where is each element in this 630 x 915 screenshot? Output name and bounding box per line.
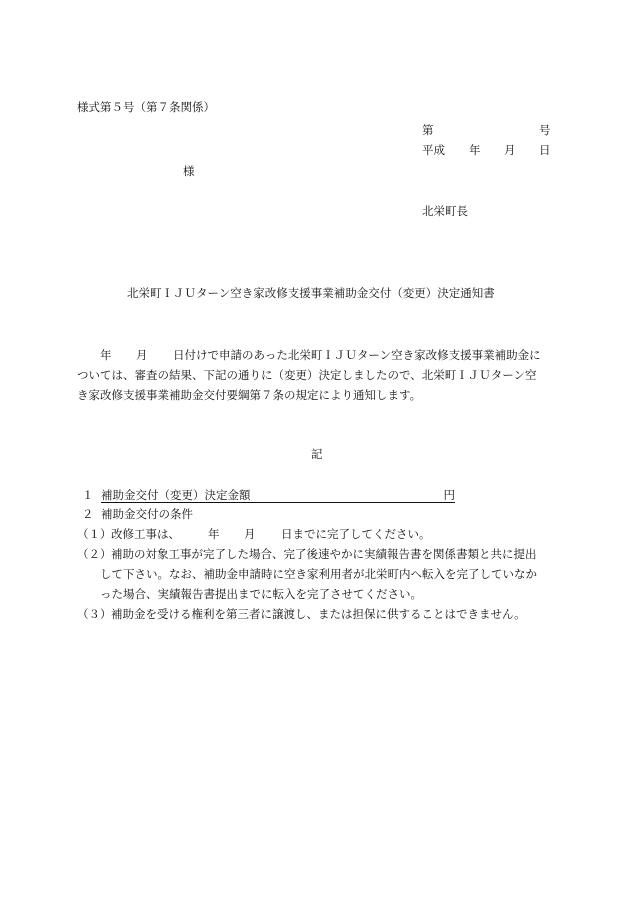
body-line-1: 日付けで申請のあった北栄町ＩＪＵターン空き家改修支援事業補助金に bbox=[173, 348, 541, 362]
date-month: 月 bbox=[504, 143, 516, 157]
condition-1-number: （１） bbox=[77, 527, 112, 541]
item-2-label: 補助金交付の条件 bbox=[101, 507, 193, 521]
condition-1-text-a: 改修工事は、 bbox=[111, 527, 180, 541]
addressee-suffix: 様 bbox=[183, 164, 195, 178]
document-number-suffix: 号 bbox=[539, 123, 551, 137]
document-title: 北栄町ＩＪＵターン空き家改修支援事業補助金交付（変更）決定通知書 bbox=[127, 286, 495, 300]
item-1-amount-line bbox=[101, 488, 455, 503]
body-line-2: ついては、審査の結果、下記の通りに（変更）決定しましたので、北栄町ＩＪＵターン空 bbox=[77, 368, 537, 382]
item-2-number: ２ bbox=[82, 507, 94, 521]
item-1-label: 補助金交付（変更）決定金額 bbox=[101, 488, 251, 502]
date-day: 日 bbox=[539, 143, 551, 157]
issuer: 北栄町長 bbox=[422, 204, 468, 218]
condition-3-number: （３） bbox=[77, 607, 112, 621]
condition-2-number: （２） bbox=[77, 547, 112, 561]
item-1-unit: 円 bbox=[443, 488, 455, 502]
body-line-3: き家改修支援事業補助金交付要綱第７条の規定により通知します。 bbox=[77, 388, 422, 402]
condition-1-year: 年 bbox=[208, 527, 220, 541]
condition-2-line-3: った場合、実績報告書提出までに転入を完了させてください。 bbox=[100, 587, 422, 601]
date-year: 年 bbox=[469, 143, 481, 157]
condition-2-line-2: して下さい。なお、補助金申請時に空き家利用者が北栄町内へ転入を完了していなか bbox=[100, 567, 537, 581]
body-month: 月 bbox=[136, 348, 148, 362]
condition-3-text: 補助金を受ける権利を第三者に譲渡し、または担保に供することはできません。 bbox=[111, 607, 526, 621]
form-label: 様式第５号（第７条関係） bbox=[77, 100, 215, 114]
document-number-prefix: 第 bbox=[422, 123, 434, 137]
condition-2-line-1: 補助の対象工事が完了した場合、完了後速やかに実績報告書を関係書類と共に提出 bbox=[111, 547, 537, 561]
body-year: 年 bbox=[100, 348, 112, 362]
ki-heading: 記 bbox=[311, 447, 323, 461]
condition-1-month: 月 bbox=[244, 527, 256, 541]
date-era: 平成 bbox=[422, 143, 445, 157]
condition-1-text-b: 日までに完了してください。 bbox=[281, 527, 431, 541]
item-1-number: １ bbox=[82, 488, 94, 502]
